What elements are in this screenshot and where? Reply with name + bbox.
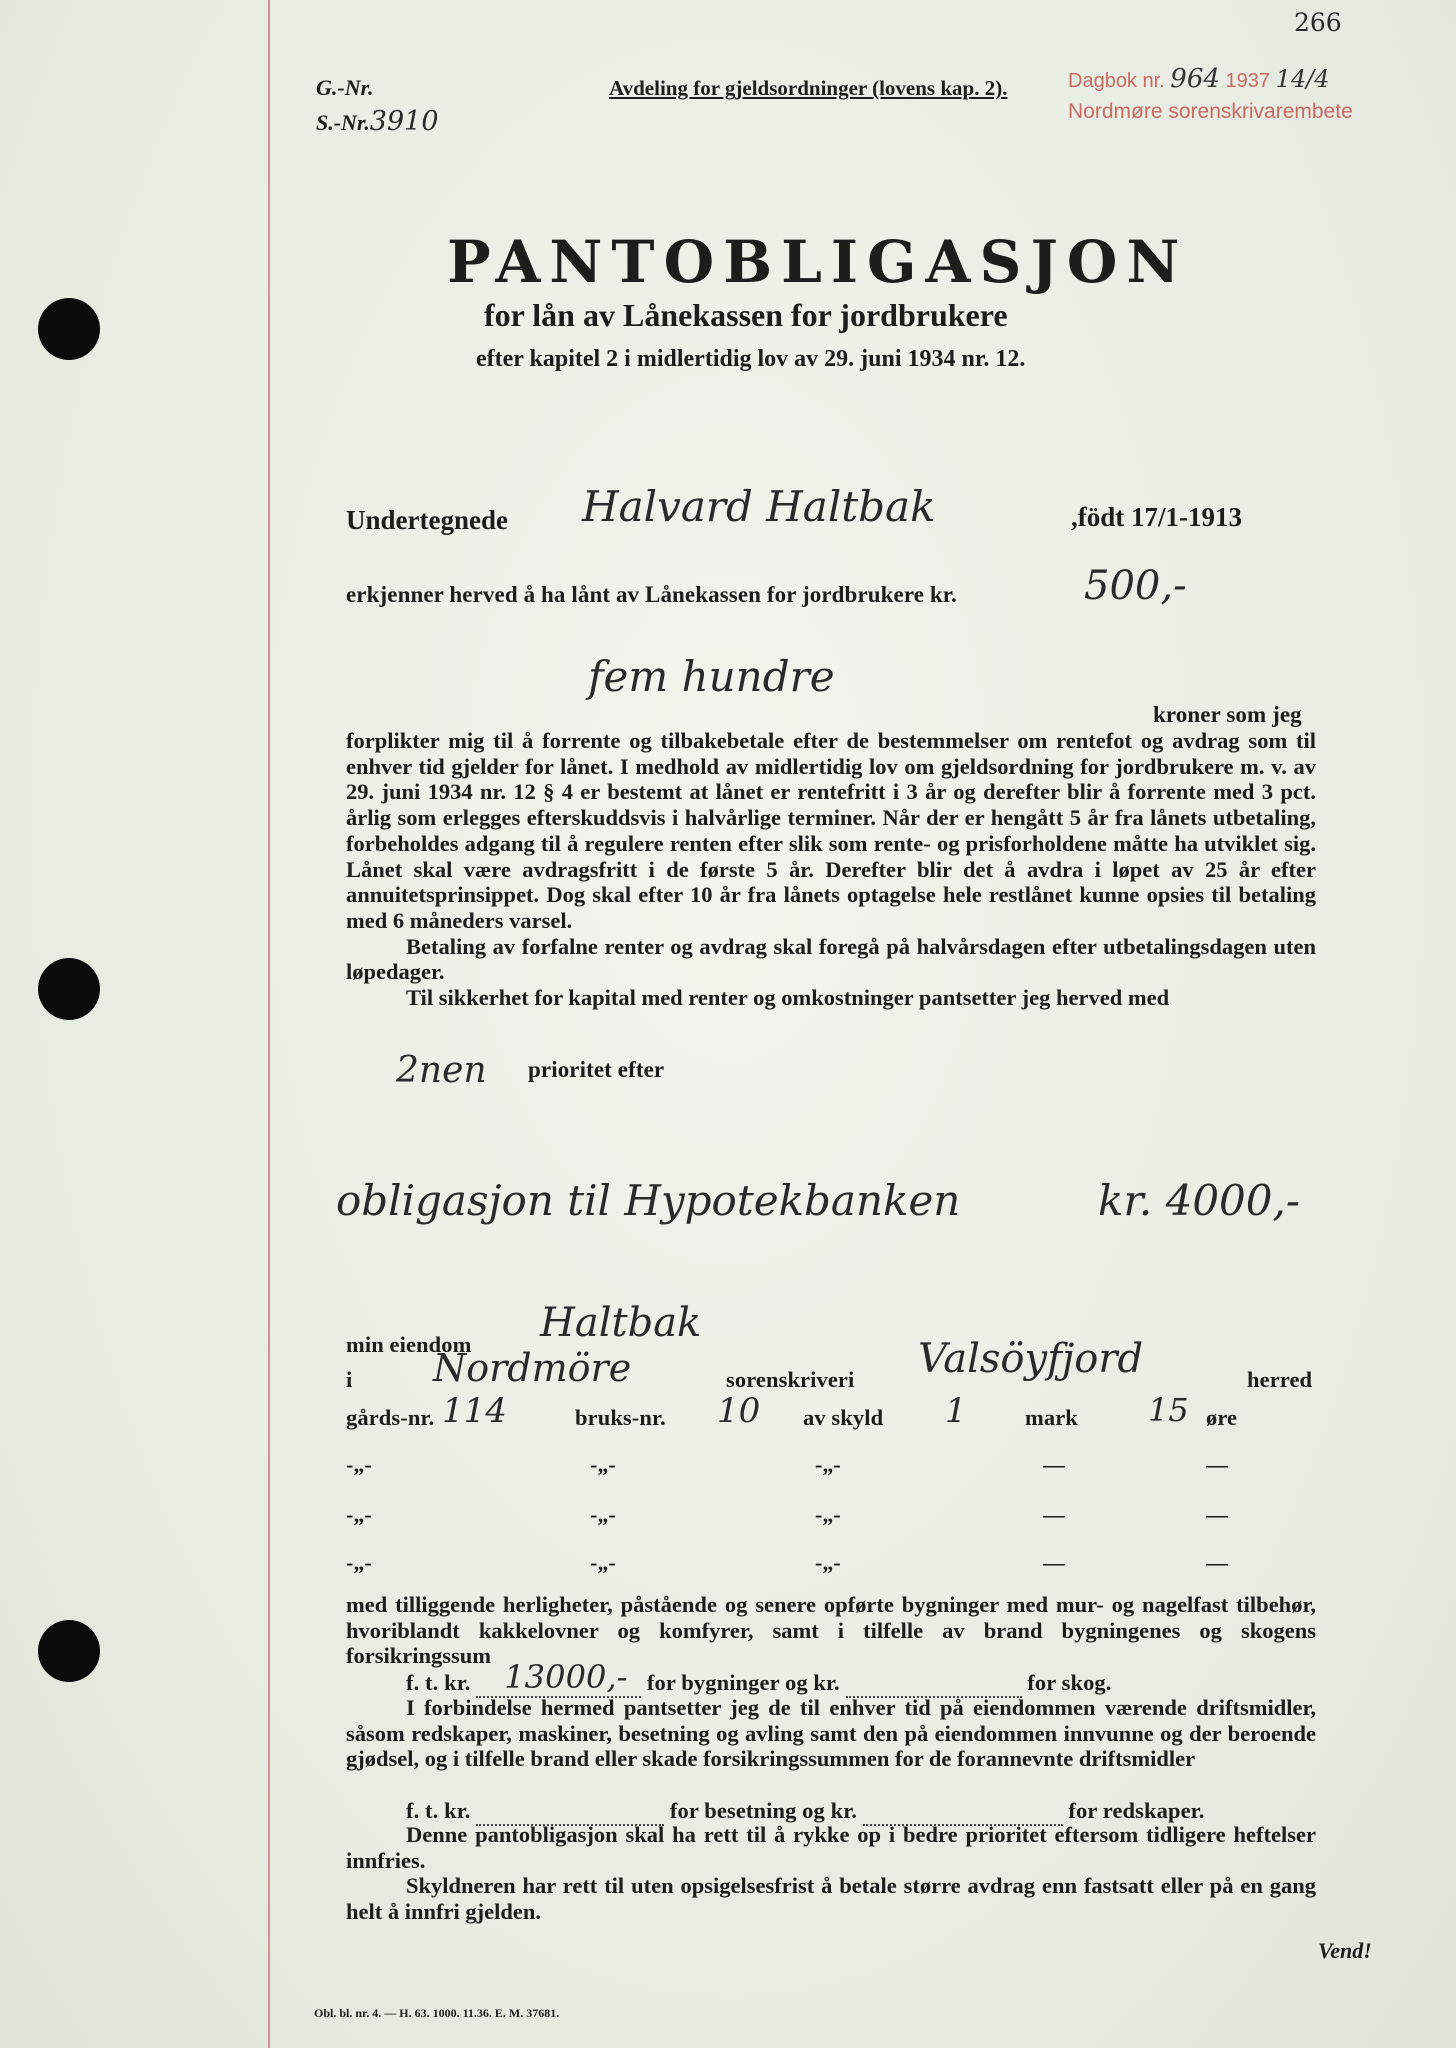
loan-amount-words: fem hundre	[588, 652, 835, 701]
page-number: 266	[1294, 8, 1342, 37]
turn-over-note: Vend!	[1318, 1938, 1372, 1963]
appurtenances-paragraph	[346, 1592, 1316, 1669]
skyld-label: av skyld	[803, 1405, 884, 1430]
loan-statement: erkjenner herved å ha lånt av Lånekassen for jordbrukere kr.	[346, 582, 957, 607]
ft-label: f. t. kr.	[406, 1798, 471, 1823]
ditto-mark: -„-	[815, 1550, 841, 1575]
dash-mark: —	[1206, 1550, 1228, 1575]
bruks-value: 10	[717, 1391, 761, 1431]
dash-mark: —	[1206, 1502, 1228, 1527]
g-nr-label: G.-Nr.	[316, 75, 374, 100]
birth-date: ,födt 17/1-1913	[1071, 502, 1242, 532]
payment-text: Betaling av forfalne renter og avdrag skal foregå på halvårsdagen efter utbetalingsdagen uten løpedager.	[346, 933, 1316, 985]
print-reference: Obl. bl. nr. 4. — H. 63. 1000. 11.36. E. M. 37681.	[314, 2006, 560, 2020]
dash-mark: —	[1043, 1452, 1065, 1477]
herred-value: Valsöyfjord	[918, 1336, 1144, 1382]
s-nr-field	[316, 106, 439, 137]
dash-mark: —	[1043, 1550, 1065, 1575]
red-margin-line	[268, 0, 270, 2048]
gards-value: 114	[442, 1391, 507, 1431]
punch-hole-bottom	[38, 1620, 100, 1682]
ft-label: f. t. kr.	[406, 1670, 471, 1695]
min-eiendom-label: min eiendom	[346, 1332, 472, 1357]
loan-amount: 500,-	[1084, 563, 1187, 609]
prior-lien-amount: kr. 4000,-	[1098, 1176, 1301, 1225]
equipment-paragraph	[346, 1695, 1316, 1772]
sorenskriveri-label: sorenskriveri	[726, 1367, 855, 1392]
punch-hole-middle	[38, 958, 100, 1020]
ditto-mark: -„-	[346, 1550, 372, 1575]
buildings-label: for bygninger og kr.	[646, 1670, 840, 1695]
office-stamp: Nordmøre sorenskrivarembete	[1068, 100, 1353, 123]
ditto-mark: -„-	[346, 1452, 372, 1477]
equipment-text: I forbindelse hermed pantsetter jeg de til enhver tid på eiendommen værende driftsmidler, såsom redskaper, maskiner, besetning og avling samt den på eiendommen innvunne og der beroende gjødsel, og i tilfelle brand eller skade forsikringssummen for de forannevnte driftsmidler	[346, 1695, 1316, 1772]
ditto-mark: -„-	[346, 1502, 372, 1527]
appurtenances-text: med tilliggende herligheter, påstående og senere opførte bygninger med mur- og nagelfast tilbehør, hvoriblandt kakkelovner og komfyrer, samt i tilfelle av brand bygningenes og skogens forsikringssum	[346, 1592, 1316, 1669]
property-name: Haltbak	[540, 1300, 702, 1346]
insurance-line-buildings	[406, 1658, 1112, 1698]
sorenskriveri-value: Nordmöre	[433, 1346, 632, 1390]
bruks-label: bruks-nr.	[575, 1405, 666, 1430]
forest-label: for skog.	[1027, 1670, 1112, 1695]
priority-label: prioritet efter	[528, 1057, 665, 1082]
s-nr-label: S.-Nr.	[316, 110, 370, 135]
ore-label: øre	[1206, 1405, 1238, 1430]
ditto-mark: -„-	[590, 1550, 616, 1575]
dagbok-date: 14/4	[1275, 65, 1330, 93]
terms-paragraph	[346, 728, 1316, 1011]
mark-label: mark	[1025, 1405, 1078, 1430]
legal-reference: efter kapitel 2 i midlertidig lov av 29. juni 1934 nr. 12.	[476, 346, 1026, 372]
ditto-mark: -„-	[815, 1502, 841, 1527]
kroner-text: kroner som jeg	[1153, 702, 1302, 727]
department-heading: Avdeling for gjeldsordninger (lovens kap. 2).	[609, 76, 1008, 100]
priority-value: 2nen	[396, 1050, 487, 1091]
forest-insurance-field	[846, 1670, 1022, 1698]
debtor-name: Halvard Haltbak	[582, 482, 936, 531]
dagbok-label: Dagbok nr.	[1068, 70, 1165, 92]
prepayment-text: Skyldneren har rett til uten opsigelsesfrist å betale større avdrag enn fastsatt eller på en gang helt å innfri gjelden.	[346, 1873, 1316, 1925]
i-label: i	[346, 1367, 353, 1392]
herred-label: herred	[1247, 1367, 1313, 1392]
security-text: Til sikkerhet for kapital med renter og omkostninger pantsetter jeg herved med	[406, 985, 1170, 1011]
ditto-mark: -„-	[590, 1452, 616, 1477]
dagbok-stamp	[1068, 64, 1329, 94]
dagbok-year: 1937	[1225, 70, 1270, 92]
building-insurance-amount: 13000,-	[504, 1658, 628, 1696]
building-insurance-amount-field	[476, 1658, 641, 1698]
ditto-mark: -„-	[590, 1502, 616, 1527]
punch-hole-top	[38, 298, 100, 360]
s-nr-value: 3910	[369, 106, 439, 137]
livestock-label: for besetning og kr.	[669, 1798, 857, 1823]
mark-value: 15	[1148, 1391, 1189, 1429]
closing-paragraphs	[346, 1822, 1316, 1925]
skyld-value: 1	[945, 1391, 967, 1431]
terms-text: forplikter mig til å forrente og tilbakebetale efter de bestemmelser om rentefot og avdrag som til enhver tid gjelder for lånet. I medhold av midlertidig lov om gjeldsordning for jordbrukere m. v. av 29. juni 1934 nr. 12 § 4 er bestemt at lånet er rentefritt i 3 år og derefter blir å forrente med 3 pct. årlig som erlegges efterskuddsvis i halvårlige terminer. Når der er hengått 5 år fra lånets utbetaling, forbeholdes adgang til å regulere renten efter slik som rente- og prisforholdene måtte ha utviklet sig. Lånet skal være avdragsfritt i de første 5 år. Derefter blir det å avdra i løpet av 25 år efter annuitetsprinsippet. Dog skal efter 10 år fra lånets optagelse hele restlånet kunne opsies til betaling med 6 måneders varsel.	[346, 728, 1316, 933]
priority-advance-text: Denne pantobligasjon skal ha rett til å rykke op i bedre prioritet eftersom tidligere heftelser innfries.	[346, 1822, 1316, 1873]
tools-label: for redskaper.	[1068, 1798, 1205, 1823]
ditto-mark: -„-	[815, 1452, 841, 1477]
dagbok-number: 964	[1170, 64, 1220, 94]
gards-label: gårds-nr.	[346, 1405, 435, 1430]
document-title: PANTOBLIGASJON	[447, 228, 1189, 296]
undertegnede-label: Undertegnede	[346, 505, 508, 535]
dash-mark: —	[1043, 1502, 1065, 1527]
prior-lien-text: obligasjon til Hypotekbanken	[336, 1176, 961, 1225]
dash-mark: —	[1206, 1452, 1228, 1477]
document-subtitle: for lån av Lånekassen for jordbrukere	[484, 297, 1008, 333]
